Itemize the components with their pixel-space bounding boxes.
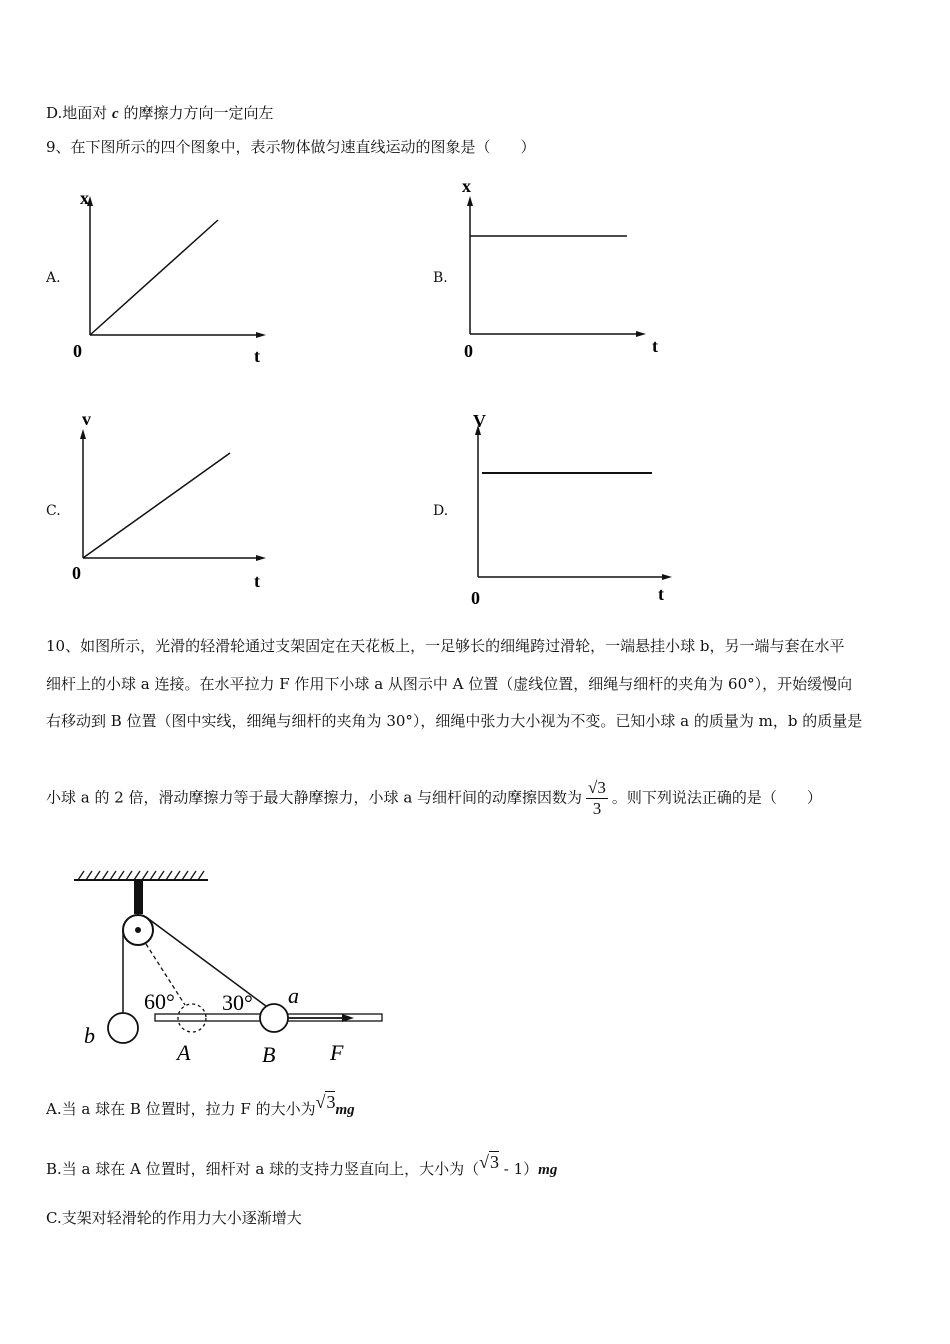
angle-60-label: 60° bbox=[144, 989, 175, 1014]
angle-30-label: 30° bbox=[222, 990, 253, 1015]
graph-a-label: A. bbox=[46, 270, 61, 286]
graph-c-origin: 0 bbox=[72, 563, 81, 583]
graph-d-y-label: V bbox=[473, 411, 486, 431]
question-10-line-4: 小球 a 的 2 倍，滑动摩擦力等于最大静摩擦力，小球 a 与细杆间的动摩擦因数为 $\frac{√3}{3}$ 。则下列说法正确的是（ ） bbox=[46, 778, 822, 818]
graph-d-origin: 0 bbox=[471, 588, 480, 608]
prev-option-d: D.地面对 c 的摩擦力方向一定向左 bbox=[46, 104, 274, 122]
graph-a-origin: 0 bbox=[73, 341, 82, 361]
question-10-line-2: 细杆上的小球 a 连接。在水平拉力 F 作用下小球 a 从图示中 A 位置（虚线位置，细绳与细杆的夹角为 60°），开始缓慢向 bbox=[46, 675, 853, 693]
question-10-line-3: 右移动到 B 位置（图中实线，细绳与细杆的夹角为 30°），细绳中张力大小视为不变。已知小球 a 的质量为 m，b 的质量是 bbox=[46, 712, 863, 730]
option-b: B.当 a 球在 A 位置时，细杆对 a 球的支持力竖直向上，大小为（√3 - 1）mg bbox=[46, 1152, 558, 1178]
graph-a bbox=[60, 180, 280, 380]
option-c: C.支架对轻滑轮的作用力大小逐渐增大 bbox=[46, 1209, 302, 1227]
question-10-line-1: 10、如图所示，光滑的轻滑轮通过支架固定在天花板上，一足够长的细绳跨过滑轮，一端悬挂小球 b，另一端与套在水平 bbox=[46, 637, 845, 655]
ball-b-label: b bbox=[84, 1023, 95, 1048]
question-9-text: 9、在下图所示的四个图象中，表示物体做匀速直线运动的图象是（ ） bbox=[46, 138, 536, 156]
force-f-label: F bbox=[330, 1040, 344, 1065]
sqrt-3: √3 bbox=[315, 1092, 336, 1112]
graph-a-y-label: x bbox=[80, 188, 89, 208]
graph-d-label: D. bbox=[433, 503, 449, 519]
sqrt-3: √3 bbox=[479, 1152, 500, 1172]
option-a: A.当 a 球在 B 位置时，拉力 F 的大小为√3mg bbox=[46, 1092, 355, 1118]
graph-c bbox=[60, 405, 290, 600]
graph-b bbox=[440, 172, 680, 372]
graph-c-label: C. bbox=[46, 503, 61, 519]
friction-coefficient-fraction: $\frac{√3}{3}$ bbox=[588, 778, 606, 818]
graph-b-label: B. bbox=[433, 270, 448, 286]
graph-c-y-label: v bbox=[82, 409, 91, 429]
graph-b-x-label: t bbox=[652, 336, 658, 356]
position-a-label: A bbox=[177, 1040, 191, 1065]
graph-a-x-label: t bbox=[254, 346, 260, 366]
graph-c-line bbox=[83, 453, 230, 558]
pulley-diagram bbox=[60, 860, 400, 1075]
graph-d-x-label: t bbox=[658, 584, 664, 604]
graph-a-line bbox=[90, 220, 218, 335]
ball-a-label: a bbox=[288, 983, 299, 1008]
graph-b-origin: 0 bbox=[464, 341, 473, 361]
graph-d bbox=[440, 405, 690, 610]
graph-c-x-label: t bbox=[254, 571, 260, 591]
graph-b-y-label: x bbox=[462, 176, 471, 196]
position-b-label: B bbox=[262, 1042, 276, 1067]
